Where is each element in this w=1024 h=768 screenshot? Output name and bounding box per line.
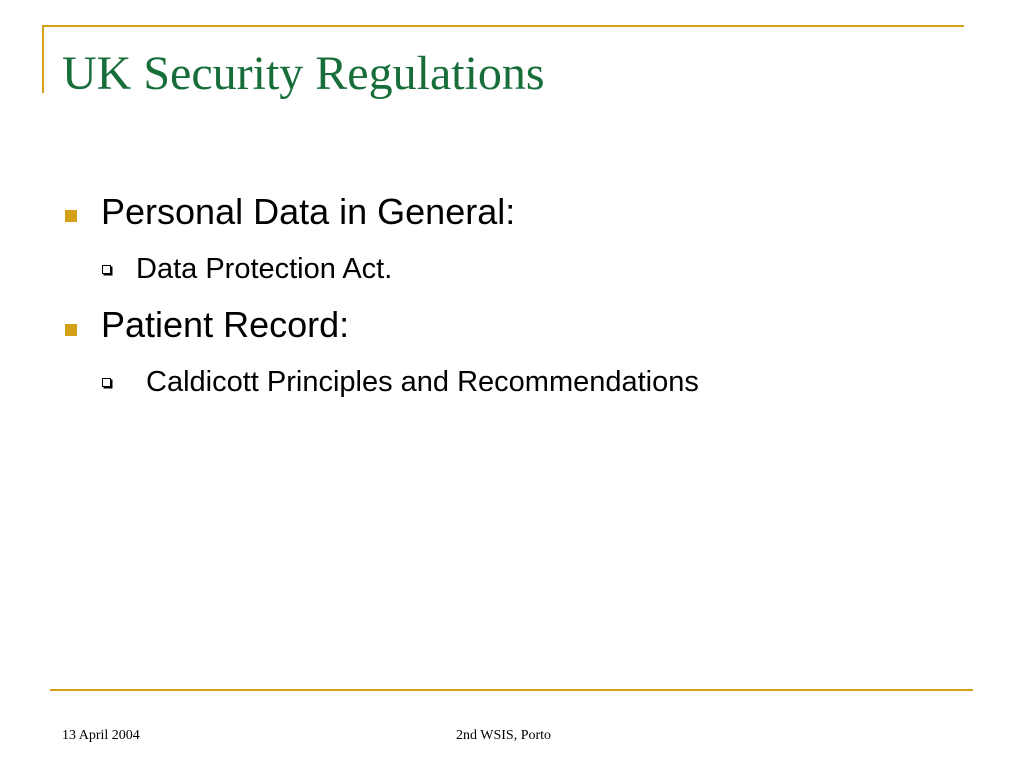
hollow-square-bullet-icon xyxy=(102,265,111,274)
footer-rule xyxy=(50,689,973,691)
footer-event: 2nd WSIS, Porto xyxy=(456,728,552,743)
bullet-text: Patient Record: xyxy=(101,304,350,345)
square-bullet-icon xyxy=(65,324,77,336)
hollow-square-bullet-icon xyxy=(102,378,111,387)
bullet-text: Personal Data in General: xyxy=(101,191,516,232)
sub-bullet-text: Data Protection Act. xyxy=(136,253,393,285)
frame-vertical-rule xyxy=(42,25,44,93)
sub-bullet-text: Caldicott Principles and Recommendations xyxy=(146,366,699,398)
footer-date: 13 April 2004 xyxy=(62,728,140,743)
square-bullet-icon xyxy=(65,210,77,222)
frame-top-rule xyxy=(42,25,964,27)
slide-title: UK Security Regulations xyxy=(62,47,545,100)
